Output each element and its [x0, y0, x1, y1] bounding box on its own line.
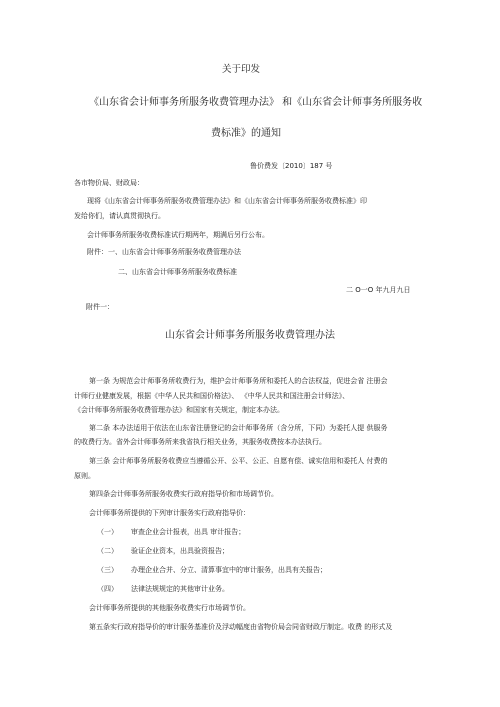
- list-item-1-text: 审查企业会计报表，出具 审计报告；: [131, 528, 246, 536]
- notice-date: 二 O一O 年九月九日: [346, 286, 411, 294]
- article-3-line2: 原则。: [74, 472, 95, 480]
- article-5-line1: 第五条实行政府指导价的审计服务基准价及浮动幅度由省物价局会同省财政厅制定。收费 的形式及: [89, 623, 393, 631]
- notice-title-line2: 《山东省会计师事务所服务收费管理办法》 和《山东省会计师事务所服务收: [89, 97, 423, 108]
- doc-number: 鲁价费发〔2010〕187 号: [250, 162, 333, 170]
- article-3-line1: 第三条 会计师事务所服务收费应当遵循公开、公平、公正、自愿有偿、诚实信用和委托人 付费的: [89, 457, 388, 465]
- article-1-line3: 《会计师事务所服务收费管理办法》和国家有关规定，制定本办法。: [74, 406, 284, 414]
- list-item-2-number: （二）: [97, 547, 118, 555]
- measures-heading: 山东省会计师事务所服务收费管理办法: [165, 330, 335, 341]
- attachment-label: 附件一：: [86, 303, 114, 311]
- article-2-line1: 第二条 本办法适用于依法在山东省注册登记的会计师事务所（含分所，下同）为委托人提 供服务: [89, 424, 388, 432]
- notice-title-line1: 关于印发: [222, 64, 261, 75]
- recipients: 各市物价局、财政局：: [74, 179, 144, 187]
- notice-body-line2: 发给你们，请认真贯彻执行。: [74, 212, 165, 220]
- list-item-4-text: 法律法规规定的其他审计业务。: [131, 585, 229, 593]
- notice-title-line3: 费标准》的通知: [211, 128, 281, 139]
- list-item-2-text: 验证企业资本，出具验资报告；: [131, 547, 229, 555]
- list-item-3-number: （三）: [97, 566, 118, 574]
- attachment-item-2: 二、山东省会计师事务所服务收费标准: [118, 268, 237, 276]
- list-item-3-text: 办理企业合并、分立、清算事宜中的审计服务，出具有关报告；: [131, 566, 327, 574]
- notice-body-line1: 现将《山东省会计师事务所服务收费管理办法》和《山东省会计师事务所服务收费标准》印: [87, 197, 367, 205]
- notice-body-line3: 会计师事务所服务收费标准试行期两年，期满后另行公布。: [87, 231, 269, 239]
- article-1-line2: 计师行业健康发展，根据《中华人民共和国价格法》、 《中华人民共和国注册会计师法》、: [74, 392, 350, 400]
- list-item-1-number: （一）: [97, 528, 118, 536]
- article-1-line1: 第一条 为规范会计师事务所收费行为，维护会计师事务所和委托人的合法权益，促进会省 注册会: [89, 377, 388, 385]
- article-2-line2: 的收费行为。省外会计师事务所来我省执行相关业务，其服务收费按本办法执行。: [74, 438, 326, 446]
- article-4-intro: 会计师事务所提供的下列审计服务实行政府指导价：: [89, 509, 250, 517]
- attachment-item-1: 附件：一、山东省会计师事务所服务收费管理办法: [87, 248, 241, 256]
- article-4: 第四条会计师事务所服务收费实行政府指导价和市场调节价。: [89, 490, 278, 498]
- market-price-paragraph: 会计师事务所提供的其他服务收费实行市场调节价。: [89, 604, 250, 612]
- list-item-4-number: （四）: [97, 585, 118, 593]
